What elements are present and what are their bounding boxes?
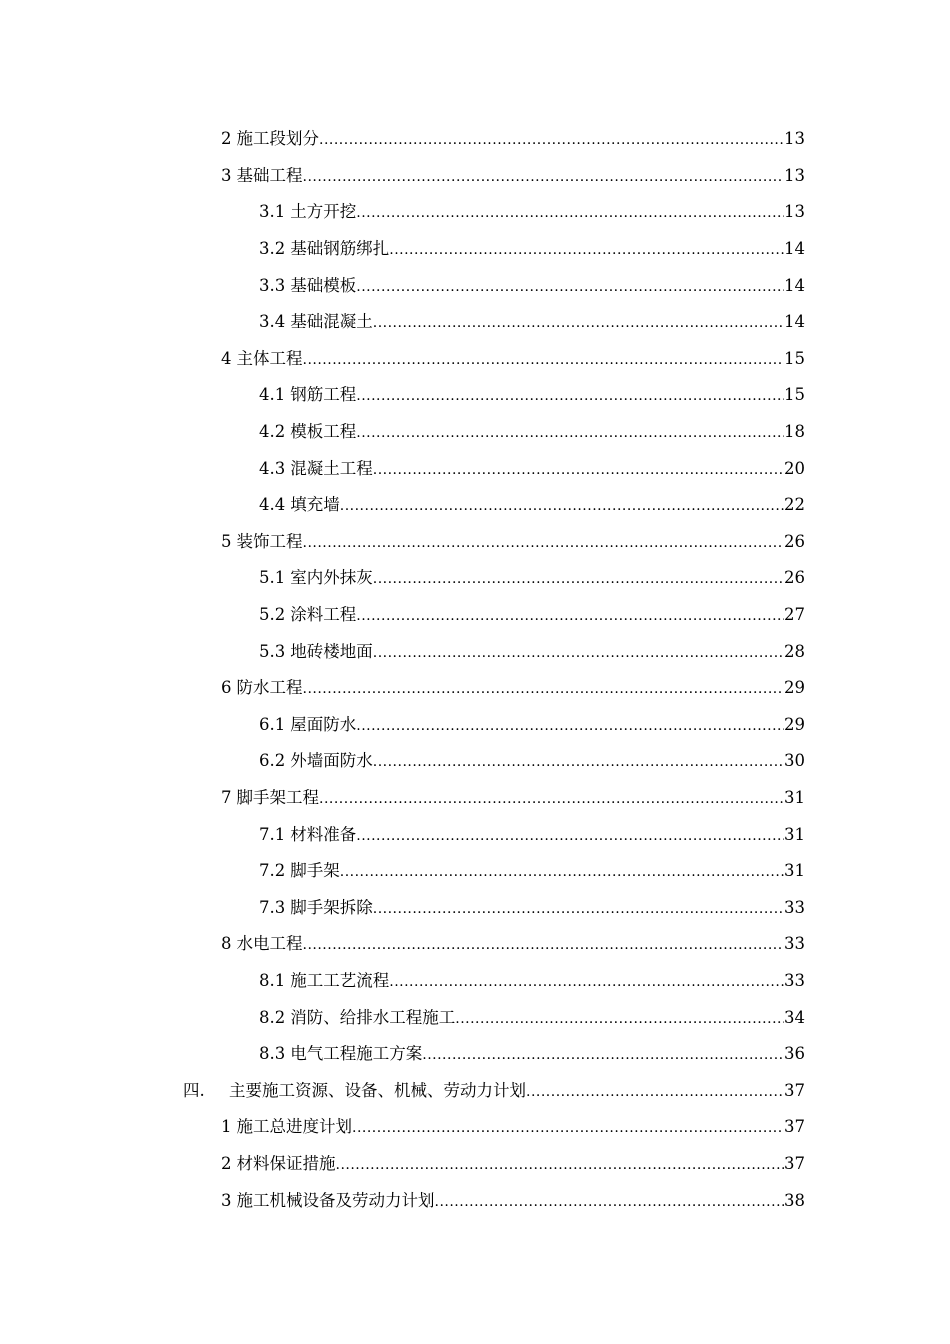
toc-dot-leader <box>455 1011 784 1027</box>
toc-entry-title: 水电工程 <box>236 934 303 954</box>
toc-entry[interactable] <box>0 668 950 705</box>
toc-entry-title: 室内外抹灰 <box>290 568 373 588</box>
toc-entry-page-number: 13 <box>784 165 805 185</box>
toc-entry-number: 四. <box>183 1080 205 1100</box>
toc-entry-page-number: 20 <box>784 458 805 478</box>
toc-entry-number: 8.2 <box>259 1007 286 1027</box>
toc-entry-title: 主要施工资源、设备、机械、劳动力计划 <box>229 1080 526 1100</box>
toc-entry-number: 3.2 <box>259 239 286 259</box>
toc-entry-line <box>221 162 805 186</box>
toc-entry[interactable] <box>0 595 950 632</box>
toc-entry-page-number: 14 <box>784 275 805 295</box>
toc-entry-number: 4.2 <box>259 422 286 442</box>
toc-entry-number: 3.3 <box>259 275 286 295</box>
toc-entry-line <box>221 1150 805 1174</box>
toc-entry-title: 材料保证措施 <box>236 1153 336 1173</box>
toc-entry-line <box>259 235 805 259</box>
toc-entry-page-number: 34 <box>784 1007 805 1027</box>
toc-entry-title: 混凝土工程 <box>290 458 373 478</box>
toc-entry-number: 6 <box>221 678 232 698</box>
toc-entry-line <box>221 674 805 698</box>
toc-entry-line <box>259 418 805 442</box>
toc-entry[interactable] <box>0 302 950 339</box>
toc-entry-page-number: 31 <box>784 861 805 881</box>
toc-dot-leader <box>336 1157 785 1173</box>
toc-entry-title: 模板工程 <box>290 422 357 442</box>
toc-entry[interactable] <box>0 522 950 559</box>
toc-dot-leader <box>356 279 784 295</box>
toc-entry-number: 5.2 <box>259 605 286 625</box>
toc-entry[interactable] <box>0 961 950 998</box>
toc-entry[interactable] <box>0 412 950 449</box>
toc-entry-number: 2 <box>221 129 232 149</box>
toc-entry-page-number: 15 <box>784 385 805 405</box>
toc-entry-line <box>259 821 805 845</box>
toc-entry-line <box>221 528 805 552</box>
toc-entry-title: 施工工艺流程 <box>290 970 390 990</box>
toc-entry-line <box>183 1077 805 1101</box>
toc-entry-page-number: 38 <box>784 1190 805 1210</box>
toc-entry[interactable] <box>0 705 950 742</box>
toc-entry-title: 基础混凝土 <box>290 312 373 332</box>
toc-entry[interactable] <box>0 448 950 485</box>
toc-entry-number: 7.2 <box>259 861 286 881</box>
toc-entry[interactable] <box>0 778 950 815</box>
toc-entry[interactable] <box>0 485 950 522</box>
toc-entry-number: 8 <box>221 934 232 954</box>
table-of-contents <box>0 119 950 1217</box>
toc-dot-leader <box>356 828 784 844</box>
toc-entry-page-number: 33 <box>784 897 805 917</box>
toc-entry[interactable] <box>0 741 950 778</box>
toc-dot-leader <box>373 315 784 331</box>
toc-entry-title: 脚手架 <box>290 861 340 881</box>
toc-dot-leader <box>526 1084 784 1100</box>
toc-entry-number: 3.4 <box>259 312 286 332</box>
toc-entry-page-number: 14 <box>784 312 805 332</box>
toc-entry-line <box>259 381 805 405</box>
toc-entry-title: 涂料工程 <box>290 605 357 625</box>
toc-entry-line <box>259 894 805 918</box>
toc-entry-line <box>221 930 805 954</box>
toc-dot-leader <box>303 681 785 697</box>
toc-entry-title: 电气工程施工方案 <box>290 1044 423 1064</box>
toc-dot-leader <box>373 571 784 587</box>
toc-entry-line <box>259 747 805 771</box>
toc-entry-number: 8.1 <box>259 970 286 990</box>
toc-dot-leader <box>356 205 784 221</box>
toc-entry-title: 消防、给排水工程施工 <box>290 1007 456 1027</box>
toc-entry[interactable] <box>0 631 950 668</box>
toc-dot-leader <box>319 132 784 148</box>
toc-entry-page-number: 29 <box>784 714 805 734</box>
toc-entry-title: 施工总进度计划 <box>236 1117 352 1137</box>
toc-entry-page-number: 37 <box>784 1153 805 1173</box>
toc-entry-page-number: 33 <box>784 970 805 990</box>
toc-entry-number: 4.1 <box>259 385 286 405</box>
toc-entry[interactable] <box>0 375 950 412</box>
toc-entry-line <box>259 1040 805 1064</box>
toc-entry[interactable] <box>0 156 950 193</box>
toc-dot-leader <box>303 937 785 953</box>
toc-dot-leader <box>356 388 784 404</box>
toc-entry-title: 地砖楼地面 <box>290 641 373 661</box>
toc-entry[interactable] <box>0 1107 950 1144</box>
toc-entry-line <box>259 491 805 515</box>
toc-entry-number: 4.4 <box>259 495 286 515</box>
toc-entry[interactable] <box>0 339 950 376</box>
toc-entry-page-number: 30 <box>784 751 805 771</box>
toc-entry[interactable] <box>0 1034 950 1071</box>
toc-dot-leader <box>373 462 784 478</box>
toc-entry-title: 施工机械设备及劳动力计划 <box>236 1190 435 1210</box>
toc-dot-leader <box>356 608 784 624</box>
toc-entry-number: 7.1 <box>259 824 286 844</box>
toc-entry[interactable] <box>0 997 950 1034</box>
toc-entry-line <box>259 308 805 332</box>
toc-entry-title: 装饰工程 <box>236 531 303 551</box>
toc-dot-leader <box>352 1120 784 1136</box>
toc-dot-leader <box>389 974 784 990</box>
toc-entry-page-number: 31 <box>784 787 805 807</box>
toc-entry[interactable] <box>0 1144 950 1181</box>
toc-entry[interactable] <box>0 851 950 888</box>
toc-entry[interactable] <box>0 814 950 851</box>
toc-entry-line <box>221 125 805 149</box>
toc-entry-number: 3 <box>221 165 232 185</box>
toc-entry-page-number: 33 <box>784 934 805 954</box>
toc-dot-leader <box>435 1194 785 1210</box>
toc-dot-leader <box>303 352 785 368</box>
toc-entry-number: 5.3 <box>259 641 286 661</box>
toc-dot-leader <box>373 645 784 661</box>
toc-entry-page-number: 26 <box>784 568 805 588</box>
toc-entry[interactable] <box>0 924 950 961</box>
toc-entry-line <box>259 711 805 735</box>
toc-entry[interactable] <box>0 887 950 924</box>
toc-dot-leader <box>340 498 784 514</box>
toc-entry-page-number: 14 <box>784 239 805 259</box>
toc-entry-page-number: 31 <box>784 824 805 844</box>
toc-entry[interactable] <box>0 1180 950 1217</box>
toc-entry-page-number: 37 <box>784 1080 805 1100</box>
toc-entry[interactable] <box>0 192 950 229</box>
toc-entry-number: 7 <box>221 787 232 807</box>
toc-entry-page-number: 13 <box>784 129 805 149</box>
toc-entry[interactable] <box>0 1070 950 1107</box>
toc-entry-title: 外墙面防水 <box>290 751 373 771</box>
toc-entry[interactable] <box>0 558 950 595</box>
toc-entry-page-number: 22 <box>784 495 805 515</box>
toc-entry-line <box>221 1187 805 1211</box>
toc-entry-line <box>221 784 805 808</box>
toc-entry-line <box>259 564 805 588</box>
toc-entry-title: 施工段划分 <box>236 129 319 149</box>
toc-dot-leader <box>422 1047 784 1063</box>
toc-dot-leader <box>389 242 784 258</box>
toc-entry-title: 土方开挖 <box>290 202 357 222</box>
toc-entry-title: 屋面防水 <box>290 714 357 734</box>
toc-entry-number: 3 <box>221 1190 232 1210</box>
toc-entry-line <box>259 967 805 991</box>
toc-entry[interactable] <box>0 265 950 302</box>
toc-dot-leader <box>373 754 784 770</box>
toc-entry-line <box>259 455 805 479</box>
toc-entry-line <box>259 601 805 625</box>
toc-entry-page-number: 37 <box>784 1117 805 1137</box>
toc-entry-title: 脚手架工程 <box>236 787 319 807</box>
toc-dot-leader <box>373 901 784 917</box>
toc-entry-number: 2 <box>221 1153 232 1173</box>
toc-entry-title: 基础模板 <box>290 275 357 295</box>
toc-entry-title: 材料准备 <box>290 824 357 844</box>
toc-entry-line <box>259 857 805 881</box>
toc-entry-title: 基础工程 <box>236 165 303 185</box>
toc-entry-number: 4 <box>221 348 232 368</box>
toc-entry-number: 5 <box>221 531 232 551</box>
toc-dot-leader <box>356 425 784 441</box>
toc-entry-number: 4.3 <box>259 458 286 478</box>
toc-entry-title: 主体工程 <box>236 348 303 368</box>
toc-dot-leader <box>303 535 785 551</box>
toc-entry[interactable] <box>0 119 950 156</box>
toc-entry-page-number: 28 <box>784 641 805 661</box>
toc-entry-page-number: 13 <box>784 202 805 222</box>
toc-entry-title: 防水工程 <box>236 678 303 698</box>
toc-entry-line <box>221 345 805 369</box>
toc-entry-line <box>221 1113 805 1137</box>
toc-entry-number: 3.1 <box>259 202 286 222</box>
toc-dot-leader <box>303 169 785 185</box>
toc-entry-page-number: 15 <box>784 348 805 368</box>
toc-entry-page-number: 36 <box>784 1044 805 1064</box>
toc-entry-title: 钢筋工程 <box>290 385 357 405</box>
toc-entry-title: 基础钢筋绑扎 <box>290 239 390 259</box>
toc-entry-line <box>259 198 805 222</box>
toc-entry-page-number: 29 <box>784 678 805 698</box>
toc-entry-number: 7.3 <box>259 897 286 917</box>
toc-entry-page-number: 27 <box>784 605 805 625</box>
toc-entry-title: 填充墙 <box>290 495 340 515</box>
toc-dot-leader <box>340 864 784 880</box>
toc-entry-title: 脚手架拆除 <box>290 897 373 917</box>
toc-entry-number: 1 <box>221 1117 232 1137</box>
toc-entry-page-number: 26 <box>784 531 805 551</box>
toc-entry[interactable] <box>0 229 950 266</box>
toc-entry-line <box>259 272 805 296</box>
toc-entry-number: 8.3 <box>259 1044 286 1064</box>
toc-entry-number: 6.2 <box>259 751 286 771</box>
toc-dot-leader <box>356 718 784 734</box>
toc-entry-line <box>259 638 805 662</box>
toc-entry-line <box>259 1004 805 1028</box>
toc-entry-number: 6.1 <box>259 714 286 734</box>
toc-dot-leader <box>319 791 784 807</box>
toc-entry-number: 5.1 <box>259 568 286 588</box>
toc-entry-page-number: 18 <box>784 422 805 442</box>
